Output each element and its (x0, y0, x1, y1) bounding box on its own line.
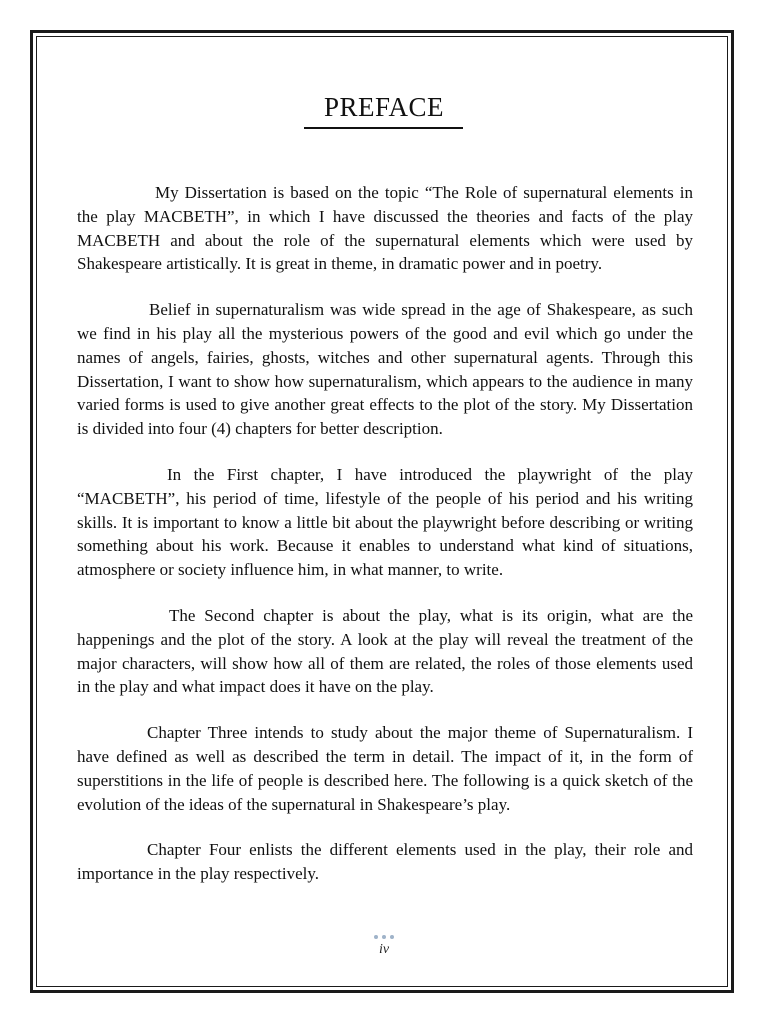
page-footer (0, 935, 768, 958)
paragraph-2: Belief in supernaturalism was wide spread in the age of Shakespeare, as such we find in his play all the mysterious powers of the good and evil which go under the names of angels, fairies, ghosts, witches and other supernatural agents. Through this Dissertation, I want to show how supernaturalism, which appears to the audience in many varied forms is used to give another great effects to the plot of the story. My Dissertation is divided into four (4) chapters for better description. (77, 300, 693, 439)
preface-body (77, 181, 693, 908)
paragraph-1: My Dissertation is based on the topic “The Role of supernatural elements in the play MACBETH”, in which I have discussed the theories and facts of the play MACBETH and about the role of the supernatural elements which were used by Shakespeare artistically. It is great in theme, in dramatic power and in poetry. (77, 183, 693, 274)
title-underline (304, 127, 463, 129)
paragraph-6: Chapter Four enlists the different elements used in the play, their role and importance in the play respectively. (77, 840, 693, 884)
paragraph-4: The Second chapter is about the play, what is its origin, what are the happenings and the plot of the story. A look at the play will reveal the treatment of the major characters, will show how all of them are related, the roles of those elements used in the play and what impact does it have on the play. (77, 605, 693, 697)
page-title: PREFACE (323, 92, 445, 122)
page-number: iv (378, 942, 390, 957)
dot (382, 935, 386, 939)
paragraph-3: In the First chapter, I have introduced the playwright of the play “MACBETH”, his period of time, lifestyle of the people of his period and his writing skills. It is important to know a little bit about the playwright before describing or writing something about his work. Because it enables to understand what kind of situations, atmosphere or society influence him, in what manner, to write. (77, 464, 693, 580)
paragraph-5: Chapter Three intends to study about the major theme of Supernaturalism. I have defined as well as described the term in detail. The impact of it, in the form of superstitions in the life of people is described here. The following is a quick sketch of the evolution of the ideas of the supernatural in Shakespeare’s play. (77, 723, 693, 814)
dot (390, 935, 394, 939)
dot (374, 935, 378, 939)
ornament-dots-icon (0, 935, 768, 941)
